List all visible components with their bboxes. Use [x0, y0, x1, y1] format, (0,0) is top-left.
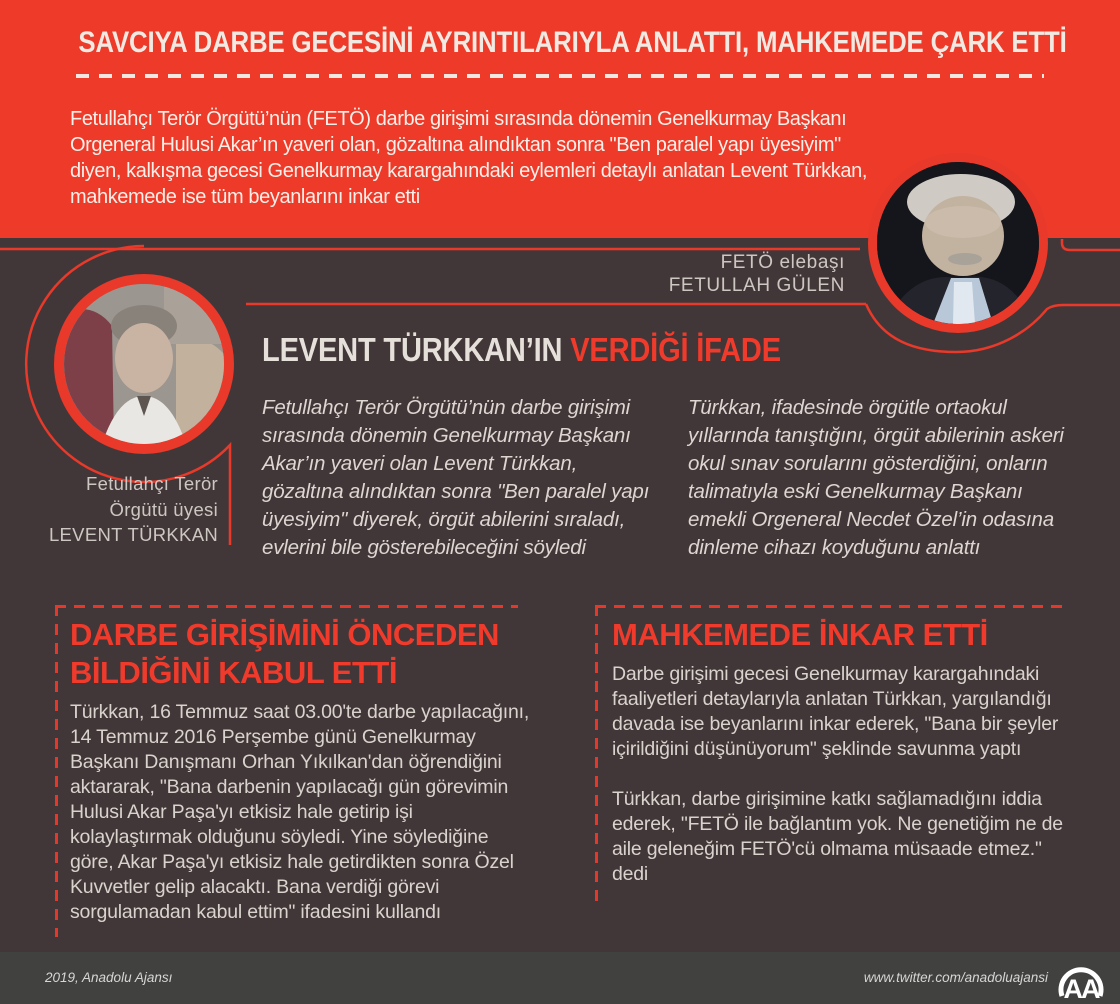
- section1-body: [70, 700, 532, 925]
- section1-dashed-top: [55, 605, 518, 608]
- footer-bar: [0, 952, 1120, 1004]
- turkkan-portrait-illustration: [64, 284, 224, 444]
- section1-paragraph: Türkkan, 16 Temmuz saat 03.00'te darbe yapılacağını, 14 Temmuz 2016 Perşembe günü Genelkurmay Başkanı Danışmanı Orhan Yıkılkan'dan öğrendiğini aktararak, "Bana darbenin yapılacağı gün görevimin Hulusi Akar Paşa'yı etkisiz hale getirip işi kolaylaştırmak olduğunu söyledi. Yine söylediğine göre, Akar Paşa'yı etkisiz hale getirdikten sonra Özel Kuvvetler gelip alacaktı. Bana verdiği görevi sorgulamadan kabul ettim" ifadesini kullandı: [70, 701, 530, 923]
- section1-title-line2: BİLDİĞİNİ KABUL ETTİ: [70, 655, 397, 690]
- gulen-portrait-illustration: [877, 162, 1039, 324]
- gulen-caption-name: FETULLAH GÜLEN: [668, 275, 845, 296]
- statement-heading-accent: VERDİĞİ İFADE: [570, 331, 781, 368]
- gulen-caption: [669, 251, 845, 297]
- turkkan-caption-line1: Fetullahçı Terör: [86, 473, 218, 494]
- section1-dashed-left: [55, 605, 58, 937]
- section2-dashed-left: [595, 605, 598, 909]
- levent-turkkan-photo: [54, 274, 234, 454]
- intro-paragraph: Fetullahçı Terör Örgütü’nün (FETÖ) darbe girişimi sırasında dönemin Genelkurmay Başkanı Orgeneral Hulusi Akar’ın yaveri olan, gözaltına alındıktan sonra "Ben paralel yapı üyesiyim" diyen, kalkışma gecesi Genelkurmay karargahındaki eylemleri detaylı anlatan Levent Türkkan, mahkemede ise tüm beyanlarını inkar etti: [70, 108, 867, 208]
- page-title: SAVCIYA DARBE GECESİNİ AYRINTILARIYLA ANLATTI, MAHKEMEDE ÇARK ETTİ: [78, 26, 1067, 59]
- section2-paragraph-1: Darbe girişimi gecesi Genelkurmay karargahındaki faaliyetleri detaylarıyla anlatan Türkkan, yargılandığı davada ise beyanlarını inkar ederek, "Bana bir şeyler içirildiğini düşünüyorum" şeklinde savunma yaptı: [612, 663, 1059, 760]
- title-dashed-divider: [76, 74, 1044, 78]
- section2-title-line1: MAHKEMEDE İNKAR ETTİ: [612, 617, 988, 652]
- turkkan-caption: [0, 471, 218, 548]
- statement-column-right: Türkkan, ifadesinde örgütle ortaokul yıllarında tanıştığını, örgüt abilerinin askeri okul sınav sorularını gösterdiğini, onların talimatıyla eski Genelkurmay Başkanı emekli Orgeneral Necdet Özel’in odasına dinleme cihazı koyduğunu anlattı: [688, 396, 1064, 559]
- section2-title: [612, 616, 988, 654]
- footer-twitter-url: www.twitter.com/anadoluajansi: [863, 970, 1048, 985]
- statement-heading: [262, 331, 781, 369]
- section2-paragraph-2: Türkkan, darbe girişimine katkı sağlamadığını iddia ederek, "FETÖ ile bağlantım yok. Ne genetiğim ne de aile geleneğim FETÖ'cü olmama müsaade etmez." dedi: [612, 788, 1063, 885]
- aa-logo-text: AA: [1063, 974, 1099, 1003]
- anadolu-agency-logo: [1055, 957, 1107, 1003]
- statement-column-left: Fetullahçı Terör Örgütü’nün darbe girişimi sırasında dönemin Genelkurmay Başkanı Akar’ın yaveri olan Levent Türkkan, gözaltına alındıktan sonra "Ben paralel yapı üyesiyim" diyerek, örgüt abilerini sıraladı, evlerini bile gösterebileceğini söyledi: [262, 396, 650, 559]
- turkkan-caption-line2: Örgütü üyesi: [109, 498, 218, 520]
- gulen-caption-role: FETÖ elebaşı: [720, 252, 845, 273]
- section1-title-line1: DARBE GİRİŞİMİNİ ÖNCEDEN: [70, 617, 499, 652]
- section2-body: [612, 662, 1070, 887]
- statement-heading-name: LEVENT TÜRKKAN’IN: [262, 331, 563, 368]
- footer-credit: 2019, Anadolu Ajansı: [45, 970, 173, 985]
- turkkan-caption-name: LEVENT TÜRKKAN: [48, 524, 218, 545]
- fethullah-gulen-photo: [868, 153, 1048, 333]
- section2-dashed-top: [595, 605, 1064, 608]
- section1-title: [70, 616, 499, 692]
